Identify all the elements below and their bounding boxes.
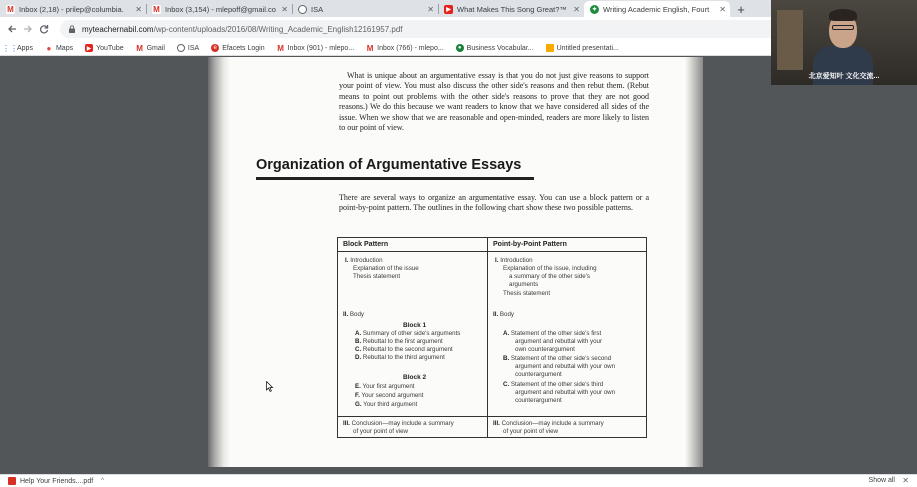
outline-line: D. Rebuttal to the third argument — [355, 354, 445, 361]
tab-writing-academic-english[interactable] — [584, 1, 730, 17]
bookmark-label: Efacets Login — [222, 44, 265, 52]
reload-button[interactable] — [36, 20, 52, 38]
tab-title: What Makes This Song Great?™ — [457, 4, 567, 14]
reload-icon — [39, 24, 49, 34]
bookmark-maps[interactable] — [45, 44, 73, 52]
heading-rule — [256, 177, 534, 180]
bookmark-label: Inbox (901) - mlepo... — [287, 44, 355, 52]
table-header-point-by-point: Point-by-Point Pattern — [488, 238, 646, 252]
outline-line: III. Conclusion—may include a summary — [343, 420, 454, 427]
outline-line: of your point of view — [353, 428, 409, 435]
bookmark-label: YouTube — [96, 44, 124, 52]
outline-line: Thesis statement — [503, 290, 551, 297]
back-button[interactable] — [4, 20, 20, 38]
block-pattern-column — [338, 238, 488, 437]
paragraph-text: There are several ways to organize an argumentative essay. You can use a block pattern or a point-by-point pattern. The outlines in the following chart show these two possible patterns. — [339, 193, 649, 213]
outline-line: Explanation of the issue, including — [503, 265, 597, 272]
gmail-icon: M — [366, 43, 374, 53]
outline-line: II. Body — [493, 311, 515, 318]
outline-line: Explanation of the issue — [353, 265, 419, 272]
back-arrow-icon — [7, 24, 17, 34]
bookmark-efacets[interactable] — [211, 44, 264, 52]
bookmark-business-vocabulary[interactable] — [456, 44, 534, 52]
outline-line: of your point of view — [503, 428, 559, 435]
globe-icon — [298, 5, 307, 14]
pdf-file-icon — [8, 477, 16, 485]
bookmark-label: Gmail — [146, 44, 165, 52]
pattern-comparison-table — [337, 237, 647, 438]
outline-line: own counterargument — [515, 346, 575, 353]
tab-title: Writing Academic English, Fourt — [603, 4, 710, 14]
webcam-person-hair — [829, 9, 857, 21]
green-circle-icon: ● — [456, 44, 464, 52]
page-binding-shadow — [208, 57, 230, 467]
outline-line: E. Your first argument — [355, 383, 415, 390]
outline-line: A. Statement of the other side's first — [503, 330, 602, 337]
bookmark-isa[interactable] — [177, 44, 199, 52]
point-by-point-column — [488, 238, 646, 437]
tab-title: ISA — [311, 4, 324, 14]
close-icon[interactable]: ✕ — [573, 4, 580, 14]
gmail-icon: M — [153, 4, 160, 14]
mouse-cursor-icon — [266, 381, 274, 392]
url-host: myteachernabil.com — [82, 24, 154, 34]
table-footer-row — [488, 416, 646, 437]
close-icon[interactable]: ✕ — [902, 476, 909, 485]
webcam-bookshelf — [777, 10, 803, 70]
show-all-downloads-button[interactable]: Show all — [868, 477, 895, 484]
tab-youtube[interactable] — [438, 1, 584, 17]
webcam-video-overlay — [771, 0, 917, 85]
outline-line: argument and rebuttal with your own — [515, 389, 616, 396]
red-circle-icon: e — [211, 44, 219, 52]
gmail-icon: M — [277, 43, 284, 53]
argumentative-intro-paragraph — [339, 71, 649, 133]
block-1-heading: Block 1 — [403, 322, 427, 329]
tab-title: Inbox (2,18) - prilep@columbia. — [19, 4, 124, 14]
pdf-viewer[interactable] — [0, 57, 917, 467]
bookmark-inbox-901[interactable] — [277, 44, 355, 52]
bookmark-label: Maps — [55, 44, 74, 52]
tab-isa[interactable] — [292, 1, 438, 17]
tab-title: Inbox (3,154) - mlepoff@gmail.co — [165, 4, 276, 14]
download-item[interactable] — [8, 477, 104, 485]
close-icon[interactable]: ✕ — [135, 4, 142, 14]
outline-line: argument and rebuttal with your own — [515, 363, 616, 370]
close-icon[interactable]: ✕ — [427, 4, 434, 14]
tab-gmail-personal[interactable] — [146, 1, 292, 17]
bookmark-label: Business Vocabular... — [466, 44, 534, 52]
download-filename: Help Your Friends....pdf — [20, 477, 94, 485]
paragraph-text: What is unique about an argumentative essay is that you do not just give reasons to support your point of view. You must also discuss the other side's reasons and then rebut them. (Rebut means to point out problems with the other side's reasons to prove that they are not good reasons.) We do this because we want readers to know that we have considered all sides of the issue. When we show that we are reasonable and open-minded, readers are more likely to listen to our point of view. — [339, 71, 649, 133]
youtube-icon: ▶ — [86, 45, 92, 52]
webcam-person-glasses — [832, 25, 854, 30]
youtube-icon: ▶ — [444, 5, 453, 14]
tab-gmail-columbia[interactable] — [0, 1, 146, 17]
apps-grid-icon: ⋮⋮ — [2, 43, 18, 53]
bookmark-label: Inbox (766) - mlepo... — [377, 44, 444, 52]
outline-line: a summary of the other side's — [509, 273, 590, 280]
outline-line: counterargument — [515, 397, 562, 404]
section-heading: Organization of Argumentative Essays — [256, 157, 522, 173]
bookmark-label: Untitled presentati... — [556, 44, 619, 52]
outline-line: II. Body — [343, 311, 365, 318]
outline-line: Thesis statement — [353, 273, 401, 280]
chevron-up-icon[interactable]: ^ — [101, 478, 104, 484]
lock-icon — [68, 25, 76, 33]
maps-pin-icon: ● — [46, 43, 52, 53]
close-icon[interactable]: ✕ — [281, 4, 288, 14]
close-icon[interactable]: ✕ — [719, 4, 726, 14]
outline-line: arguments — [509, 281, 539, 288]
outline-line: B. Rebuttal to the first argument — [355, 338, 443, 345]
webcam-caption: 北京爱知叶 文化交流... — [808, 73, 880, 80]
outline-line: A. Summary of other side's arguments — [355, 330, 461, 337]
outline-line: C. Statement of the other side's third — [503, 381, 604, 388]
bookmark-label: Apps — [17, 44, 33, 52]
outline-line: I. Introduction — [345, 257, 383, 264]
forward-arrow-icon — [23, 24, 33, 34]
table-header-block: Block Pattern — [338, 238, 487, 252]
pdf-page — [208, 57, 703, 467]
globe-icon — [177, 44, 185, 52]
forward-button[interactable] — [20, 20, 36, 38]
outline-line: III. Conclusion—may include a summary — [493, 420, 604, 427]
gmail-icon: M — [7, 4, 14, 14]
address-bar[interactable] — [60, 20, 780, 38]
outline-line: argument and rebuttal with your — [515, 338, 603, 345]
outline-line: counterargument — [515, 371, 562, 378]
outline-line: I. Introduction — [495, 257, 533, 264]
teacher-site-icon: ✦ — [591, 6, 598, 13]
bookmark-label: ISA — [187, 44, 200, 52]
gmail-icon: M — [136, 43, 143, 53]
bookmark-inbox-766[interactable] — [366, 44, 444, 52]
organization-paragraph — [339, 193, 649, 214]
bookmark-gmail[interactable] — [136, 44, 165, 52]
page-edge-shadow — [685, 57, 703, 467]
outline-line: B. Statement of the other side's second — [503, 355, 612, 362]
slides-folder-icon — [546, 44, 554, 52]
download-shelf — [0, 474, 917, 487]
outline-line: C. Rebuttal to the second argument — [355, 346, 453, 353]
table-footer-row — [338, 416, 487, 437]
bookmark-untitled-presentation[interactable] — [546, 44, 619, 52]
outline-line: G. Your third argument — [355, 401, 418, 408]
url-path: /wp-content/uploads/2016/08/Writing_Academic_English12161957.pdf — [153, 24, 403, 34]
bookmark-apps[interactable] — [2, 43, 33, 53]
block-2-heading: Block 2 — [403, 374, 427, 381]
outline-line: F. Your second argument — [355, 392, 424, 399]
bookmark-youtube[interactable] — [85, 44, 124, 52]
new-tab-button[interactable]: + — [737, 1, 745, 17]
